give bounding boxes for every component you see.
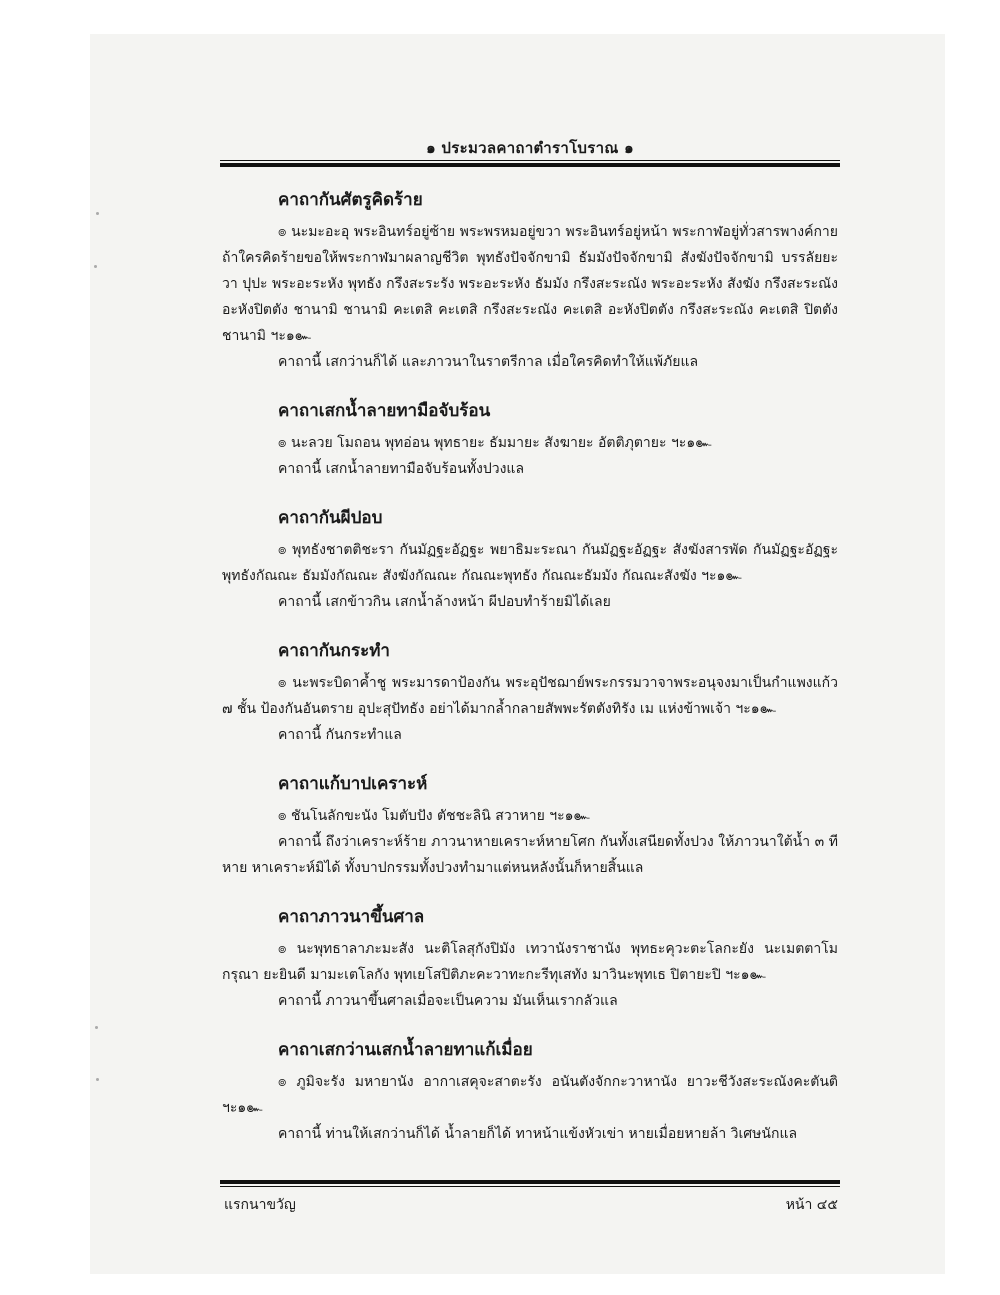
usage-note: คาถานี้ เสกว่านก็ได้ และภาวนาในราตรีกาล เมื่อใครคิดทำให้แพ้ภัยแล — [278, 354, 699, 370]
header-rule-thick — [220, 163, 840, 167]
section-court-appearance — [222, 903, 838, 1014]
incantation-text: ๏ พุทธังชาตติชะรา กันมัฏฐะอัฏฐะ พยาธิมะระณา กันมัฏฐะอัฏฐะ สังฆังสารพัด กันมัฏฐะอัฏฐะ พุทธังกัณณะ ธัมมังกัณณะ สังฆังกัณณะ กัณณะพุทธัง กัณณะธัมมัง กัณณะสังฆัง ฯะ๑๛ — [222, 542, 838, 584]
section-heading: คาถาภาวนาขึ้นศาล — [278, 907, 425, 927]
header-rule-thin — [220, 160, 840, 161]
incantation-text: ๏ นะลวย โมถอน พุทอ่อน พุทธายะ ธัมมายะ สังฆายะ อัตติภุตายะ ฯะ๑๛ — [278, 435, 712, 451]
footer-rule-thin — [220, 1186, 840, 1187]
incantation-text: ๏ นะพุทธาลาภะมะสัง นะติโลสุกังปิมัง เทวานังราชานัง พุทธะคุวะตะโลกะยัง นะเมตตาโมกรุณา ยะยินดี มามะเตโลกัง พุทเยโสปิติภะคะวาทะกะรีทุเสทัง มาวินะพุทเธ ปิตายะปิ ฯะ๑๛ — [222, 941, 838, 983]
usage-note: คาถานี้ เสกข้าวกิน เสกน้ำล้างหน้า ผีปอบทำร้ายมิได้เลย — [278, 594, 611, 610]
section-heading: คาถากันกระทำ — [278, 641, 390, 661]
section-enemy-protection — [222, 186, 838, 375]
incantation-text: ๏ ภูมิจะรัง มหายานัง อากาเสคุจะสาตะรัง อนันตังจักกะวาหานัง ยาวะชีวังสะระณังคะตันติ ฯะ๑๛ — [222, 1074, 838, 1116]
scan-speck — [95, 1026, 98, 1029]
usage-note: คาถานี้ ท่านให้เสกว่านก็ได้ น้ำลายก็ได้ ทาหน้าแข้งหัวเข่า หายเมื่อยหายล้า วิเศษนักแล — [278, 1126, 798, 1142]
footer-rule-thick — [220, 1180, 840, 1184]
scan-speck — [96, 1078, 99, 1081]
incantation-text: ๏ นะพระบิดาค้ำชู พระมารดาป้องกัน พระอุปัชฌาย์พระกรรมวาจาพระอนุจงมาเป็นกำแพงแก้ว ๗ ชั้น ป้องกันอันตราย อุปะสุปัทธัง อย่าได้มากล้ำกลายสัพพะรัตตังทิรัง เม แห่งข้าพเจ้า ฯะ๑๛ — [222, 675, 838, 717]
scan-speck — [94, 265, 97, 268]
section-hot-hands — [222, 397, 838, 482]
section-heading: คาถาเสกว่านเสกน้ำลายทาแก้เมื่อย — [278, 1040, 533, 1060]
section-misfortune-removal — [222, 770, 838, 881]
section-heading: คาถาเสกน้ำลายทามือจับร้อน — [278, 401, 491, 421]
page-header-title: ๑ ประมวลคาถาตำราโบราณ ๑ — [426, 139, 634, 157]
usage-note: คาถานี้ ภาวนาขึ้นศาลเมื่อจะเป็นความ มันเห็นเรากลัวแล — [278, 993, 618, 1009]
scan-speck — [96, 212, 99, 215]
page-number: หน้า ๔๕ — [785, 1197, 838, 1213]
section-ghost-protection — [222, 504, 838, 615]
footer-book-title: แรกนาขวัญ — [224, 1197, 296, 1213]
usage-note: คาถานี้ กันกระทำแล — [278, 727, 402, 743]
section-fatigue-relief — [222, 1036, 838, 1147]
section-heading: คาถาแก้บาปเคราะห์ — [278, 774, 428, 794]
usage-note: คาถานี้ เสกน้ำลายทามือจับร้อนทั้งปวงแล — [278, 461, 525, 477]
section-heading: คาถากันผีปอบ — [278, 508, 383, 528]
main-content — [222, 186, 838, 1169]
usage-note: คาถานี้ ถึงว่าเคราะห์ร้าย ภาวนาหายเคราะห์หายโศก กันทั้งเสนียดทั้งปวง ให้ภาวนาใต้น้ำ ๓ ที หาย หาเคราะห์มิได้ ทั้งบาปกรรมทั้งปวงทำมาแต่หนหลังนั้นก็หายสิ้นแล — [222, 834, 838, 876]
incantation-text: ๏ ชันโนลักขะนัง โมตับปัง ตัชชะลินิ สวาหาย ฯะ๑๛ — [278, 808, 590, 824]
incantation-text: ๏ นะมะอะอุ พระอินทร์อยู่ซ้าย พระพรหมอยู่ขวา พระอินทร์อยู่หน้า พระกาฬอยู่ทั่วสารพางค์กาย ถ้าใครคิดร้ายขอให้พระกาฬมาผลาญชีวิต พุทธังปัจจักขามิ ธัมมังปัจจักขามิ สังฆังปัจจักขามิ บรรลัยยะวา ปุปะ พระอะระหัง พุทธัง กรึงสะระรัง พระอะระหัง ธัมมัง กรึงสะระณัง พระอะระหัง สังฆัง กรึงสะระณัง อะหังปิตตัง ชานามิ ชานามิ คะเตสิ คะเตสิ กรึงสะระณัง คะเตสิ อะหังปิตตัง กรึงสะระณัง คะเตสิ ปิตตัง ชานามิ ฯะ๑๛ — [222, 224, 838, 344]
section-curse-protection — [222, 637, 838, 748]
section-heading: คาถากันศัตรูคิดร้าย — [278, 190, 423, 210]
